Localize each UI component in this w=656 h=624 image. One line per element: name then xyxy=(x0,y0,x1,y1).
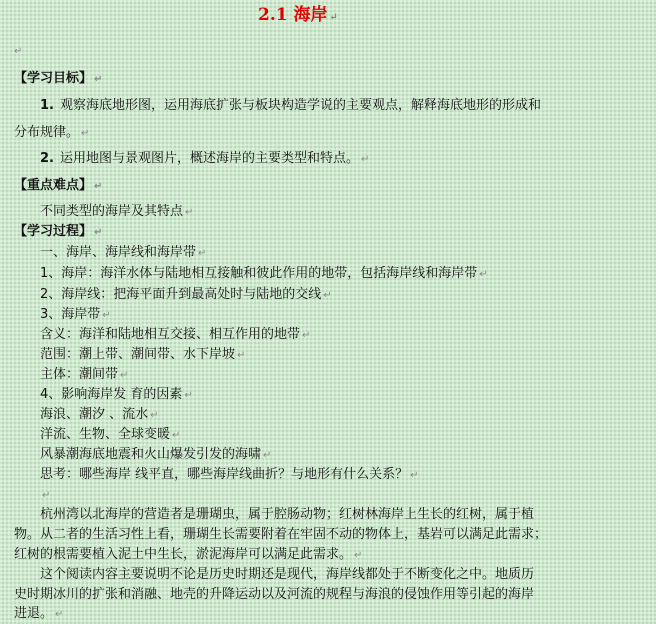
process-text: 海浪、潮汐 、流水 xyxy=(40,407,149,422)
process-line xyxy=(40,265,488,284)
paragraph-mark: ↵ xyxy=(354,550,363,561)
paragraph-mark: ↵ xyxy=(172,430,181,441)
paragraph-text: 杭州湾以北海岸的营造者是珊瑚虫，属于腔肠动物；红树林海岸上生长的红树，属于植 xyxy=(40,507,535,522)
paragraph-mark: ↵ xyxy=(120,370,129,381)
key-text xyxy=(40,203,193,222)
paragraph-mark: ↵ xyxy=(410,470,419,481)
process-text: 一、海岸、海岸线和海岸带 xyxy=(40,245,197,260)
paragraph-2-line xyxy=(14,605,63,624)
paragraph-mark: ↵ xyxy=(198,248,207,259)
paragraph-mark: ↵ xyxy=(14,46,23,57)
paragraph-mark: ↵ xyxy=(102,310,111,321)
goal-text: 观察海底地形图，运用海底扩张与板块构造学说的主要观点，解释海底地形的形成和 xyxy=(59,98,541,113)
goal-item-1-continued xyxy=(14,124,89,143)
process-line xyxy=(40,466,419,485)
process-line xyxy=(40,366,128,385)
paragraph-mark: ↵ xyxy=(323,290,332,301)
process-text: 3、海岸带 xyxy=(40,307,101,322)
title-text: 2.1 海岸 xyxy=(258,5,328,25)
paragraph-mark: ↵ xyxy=(185,207,194,218)
goal-text: 运用地图与景观图片，概述海岸的主要类型和特点。 xyxy=(59,151,359,166)
paragraph-2-line xyxy=(14,586,534,604)
heading-text: 【学习过程】 xyxy=(14,224,93,239)
paragraph-mark: ↵ xyxy=(329,12,338,23)
paragraph-text: 物。从二者的生活习性上看，珊瑚生长需要附着在牢固不动的物体上，基岩可以满足此需求； xyxy=(14,527,548,542)
paragraph-mark: ↵ xyxy=(184,390,193,401)
goal-number: 1. xyxy=(40,98,54,113)
process-text: 风暴潮海底地震和火山爆发引发的海啸 xyxy=(40,447,262,462)
process-line xyxy=(40,306,111,325)
goal-number: 2. xyxy=(40,151,54,166)
paragraph-text: 史时期冰川的扩张和消融、地壳的升降运动以及河流的规程与海浪的侵蚀作用等引起的海岸 xyxy=(14,587,535,602)
paragraph-text: 这个阅读内容主要说明不论是历史时期还是现代，海岸线都处于不断变化之中。地质历 xyxy=(40,567,535,582)
paragraph-2-line xyxy=(40,566,534,584)
paragraph-mark: ↵ xyxy=(55,609,64,620)
process-line xyxy=(40,286,332,305)
process-text: 主体：潮间带 xyxy=(40,367,119,382)
paragraph-mark: ↵ xyxy=(479,269,488,280)
paragraph-mark: ↵ xyxy=(263,450,272,461)
process-text: 4、影响海岸发 育的因素 xyxy=(40,387,183,402)
process-line xyxy=(40,346,245,365)
paragraph-mark: ↵ xyxy=(150,410,159,421)
process-text: 2、海岸线：把海平面升到最高处时与陆地的交线 xyxy=(40,287,322,302)
key-heading xyxy=(14,177,102,196)
heading-text: 【学习目标】 xyxy=(14,71,93,86)
blank-line xyxy=(40,486,50,505)
process-line xyxy=(40,406,159,425)
process-text: 洋流、生物、全球变暖 xyxy=(40,427,171,442)
paragraph-1-line xyxy=(14,526,547,544)
goal-item-2 xyxy=(40,150,369,169)
process-line xyxy=(40,326,310,345)
paragraph-text: 进退。 xyxy=(14,606,54,621)
process-line xyxy=(40,244,206,263)
paragraph-mark: ↵ xyxy=(81,128,90,139)
process-line xyxy=(40,446,271,465)
process-heading xyxy=(14,223,102,242)
key-text-content: 不同类型的海岸及其特点 xyxy=(40,204,184,219)
process-text: 范围：潮上带、潮间带、水下岸坡 xyxy=(40,347,236,362)
paragraph-mark: ↵ xyxy=(361,154,370,165)
paragraph-mark: ↵ xyxy=(302,330,311,341)
process-line xyxy=(40,426,180,445)
process-text: 1、海岸：海洋水体与陆地相互接触和彼此作用的地带，包括海岸线和海岸带 xyxy=(40,266,478,281)
goal-item-1 xyxy=(40,97,541,115)
goals-heading xyxy=(14,70,102,89)
paragraph-mark: ↵ xyxy=(94,74,103,85)
page-title xyxy=(258,6,338,27)
paragraph-text: 红树的根需要植入泥土中生长，淤泥海岸可以满足此需求。 xyxy=(14,547,353,562)
paragraph-mark: ↵ xyxy=(42,490,51,501)
paragraph-1-line xyxy=(40,506,534,524)
heading-text: 【重点难点】 xyxy=(14,178,93,193)
blank-line xyxy=(12,42,22,61)
process-text: 思考：哪些海岸 线平直，哪些海岸线曲折？与地形有什么关系？ xyxy=(40,467,409,482)
paragraph-1-line xyxy=(14,546,362,565)
paragraph-mark: ↵ xyxy=(237,350,246,361)
process-line xyxy=(40,386,193,405)
paragraph-mark: ↵ xyxy=(94,181,103,192)
paragraph-mark: ↵ xyxy=(94,227,103,238)
goal-text: 分布规律。 xyxy=(14,125,80,140)
process-text: 含义：海洋和陆地相互交接、相互作用的地带 xyxy=(40,327,301,342)
